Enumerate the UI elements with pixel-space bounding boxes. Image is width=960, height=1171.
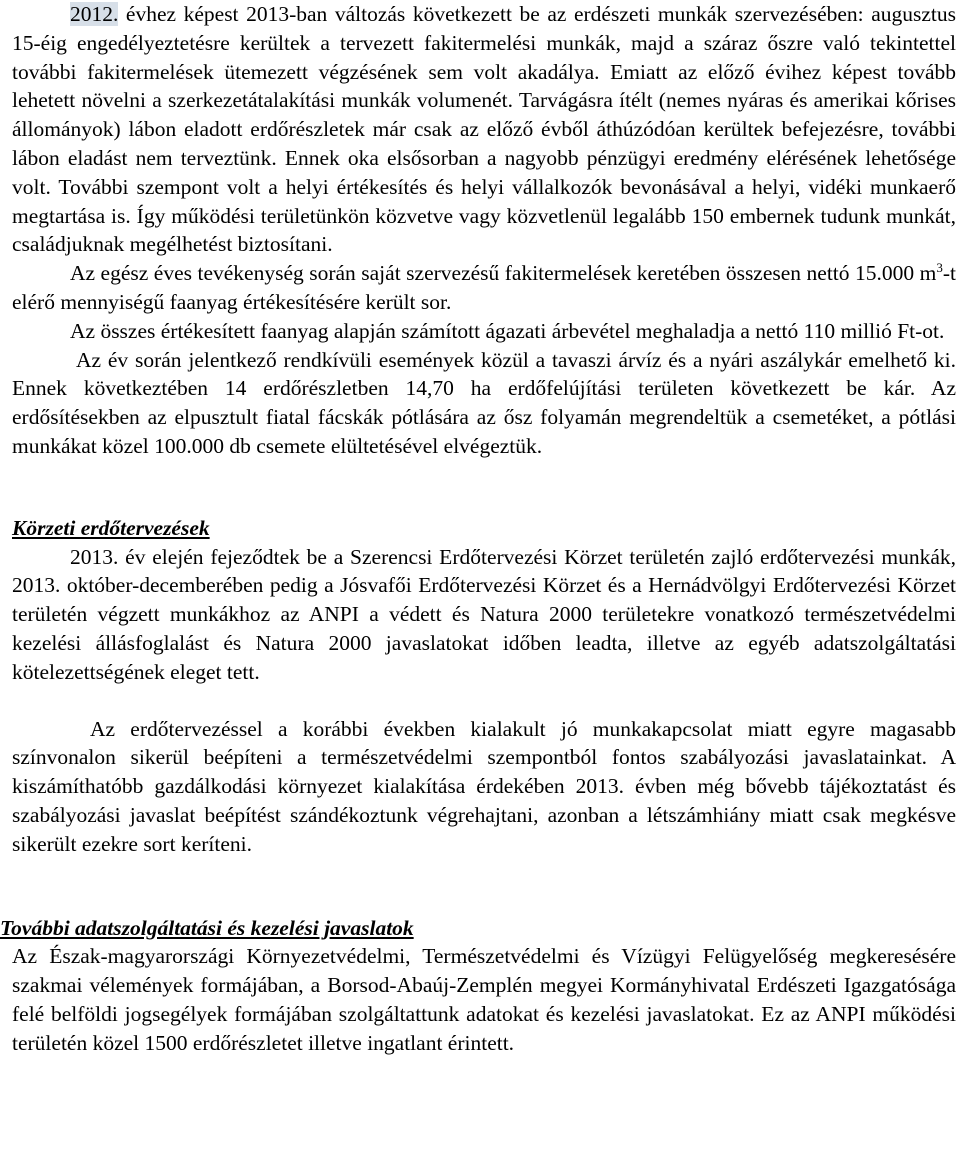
section-heading-tovabbi: További adatszolgáltatási és kezelési javaslatok xyxy=(0,915,414,940)
cubic-superscript: 3 xyxy=(936,260,943,276)
intro-paragraph-2 xyxy=(12,259,956,317)
intro-paragraph-1 xyxy=(12,0,956,259)
korzeti-paragraph-1: 2013. év elején fejeződtek be a Szerencsi Erdőtervezési Körzet területén zajló erdőtervezési munkák, 2013. október-decemberében pedig a Jósvafői Erdőtervezési Körzet és a Hernádvölgyi Erdőtervezési Körzet területén végzett munkákhoz az ANPI a védett és Natura 2000 területekre vonatkozó természetvédelmi kezelési állásfoglalást és Natura 2000 javaslatokat időben leadta, illetve az egyéb adatszolgáltatási kötelezettségének eleget tett. xyxy=(12,544,956,684)
intro-paragraph-2-text-a: Az egész éves tevékenység során saját szervezésű fakitermelések keretében összesen nettó 15.000 m xyxy=(70,261,937,286)
tovabbi-paragraph-1: Az Észak-magyarországi Környezetvédelmi, Természetvédelmi és Vízügyi Felügyelőség megkeresésére szakmai vélemények formájában, a Borsod-Abaúj-Zemplén megyei Kormányhivatal Erdészeti Igazgatósága felé belföldi jogsegélyek formájában szolgáltattunk adatokat és kezelési javaslatokat. Ez az ANPI működési területén közel 1500 erdőrészletet illetve ingatlant érintett. xyxy=(12,944,956,1055)
intro-paragraph-1-text: évhez képest 2013-ban változás következett be az erdészeti munkák szervezésében: augusztus 15-éig engedélyeztetésre kerültek a tervezett fakitermelési munkák, majd a száraz őszre való tekintettel további fakitermelések ütemezett végzésének sem volt akadálya. Emiatt az előző évihez képest tovább lehetett növelni a szerkezetátalakítási munkák volumenét. Tarvágásra ítélt (nemes nyáras és amerikai kőrises állományok) lábon eladott erdőrészletek már csak az előző évből áthúzódóan kerültek befejezésre, további lábon eladást nem terveztünk. Ennek oka elsősorban a nagyobb pénzügyi eredmény elérésének lehetősége volt. További szempont volt a helyi értékesítés és helyi vállalkozók bevonásával a helyi, vidéki munkaerő megtartása is. Így működési területünkön közvetve vagy közvetlenül legalább 150 embernek tudunk munkát, családjuknak megélhetést biztosítani. xyxy=(12,2,956,257)
korzeti-paragraph-2: Az erdőtervezéssel a korábbi években kialakult jó munkakapcsolat miatt egyre magasabb színvonalon sikerül beépíteni a természetvédelmi szempontból fontos szabályozási javaslatainkat. A kiszámíthatóbb gazdálkodási környezet kialakítása érdekében 2013. évben még bővebb tájékoztatást és szabályozási javaslat beépítést szándékoztunk végrehajtani, azonban a létszámhiány miatt csak megkésve sikerült ezekre sort keríteni. xyxy=(12,716,956,856)
intro-paragraph-2-text-b: -t elérő mennyiségű faanyag értékesítésére került sor. xyxy=(12,261,956,314)
intro-paragraph-3: Az összes értékesített faanyag alapján számított ágazati árbevétel meghaladja a nettó 110 millió Ft-ot. xyxy=(70,318,945,343)
intro-paragraph-4: Az év során jelentkező rendkívüli események közül a tavaszi árvíz és a nyári aszálykár emelhető ki. Ennek következtében 14 erdőrészletben 14,70 ha erdőfelújítási területen következett be kár. Az erdősítésekben az elpusztult fiatal fácskák pótlására az ősz folyamán megrendeltük a csemetéket, a pótlási munkákat közel 100.000 db csemete elültetésével elvégeztük. xyxy=(12,347,956,458)
year-highlight: 2012. xyxy=(70,2,119,26)
section-heading-korzeti: Körzeti erdőtervezések xyxy=(12,515,210,540)
